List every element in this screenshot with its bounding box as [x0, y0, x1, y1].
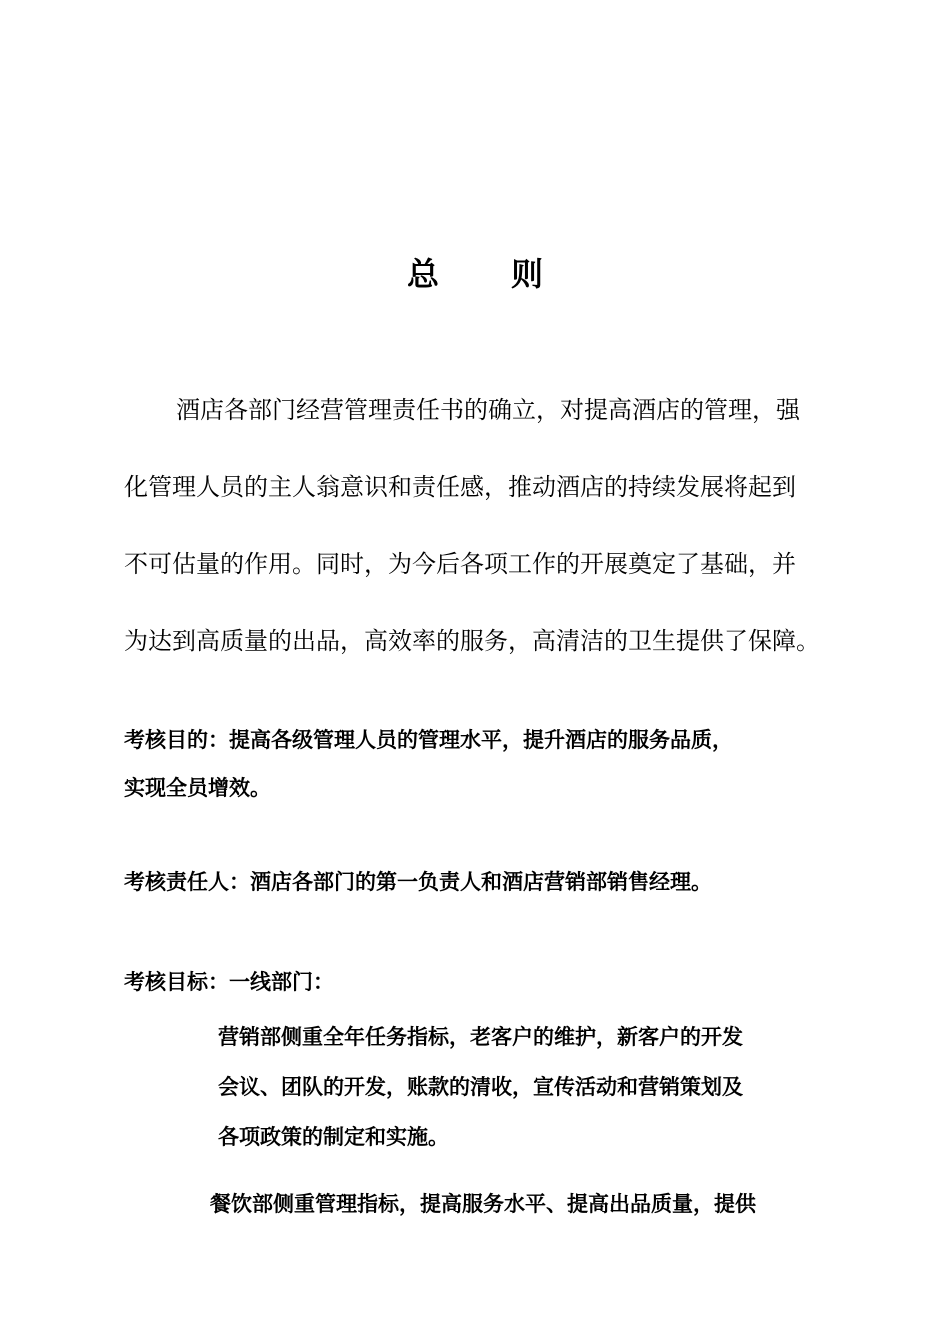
marketing-dept-paragraph — [218, 1012, 743, 1162]
marketing-line: 各项政策的制定和实施。 — [218, 1125, 449, 1149]
purpose-line: 考核目的：提高各级管理人员的管理水平，提升酒店的服务品质， — [124, 728, 733, 752]
marketing-line: 会议、团队的开发，账款的清收，宣传活动和营销策划及 — [218, 1075, 743, 1099]
assessment-target-heading: 考核目标：一线部门： — [124, 970, 334, 994]
intro-line: 酒店各部门经营管理责任书的确立，对提高酒店的管理，强 — [176, 396, 800, 424]
purpose-line: 实现全员增效。 — [124, 776, 271, 800]
page-title — [0, 250, 950, 298]
intro-line: 不可估量的作用。同时，为今后各项工作的开展奠定了基础，并 — [124, 550, 796, 578]
assessment-responsible: 考核责任人：酒店各部门的第一负责人和酒店营销部销售经理。 — [124, 870, 712, 894]
intro-line: 化管理人员的主人翁意识和责任感，推动酒店的持续发展将起到 — [124, 473, 796, 501]
marketing-line: 营销部侧重全年任务指标，老客户的维护，新客户的开发 — [218, 1025, 743, 1049]
intro-paragraph — [124, 372, 854, 680]
title-char-1: 总 — [406, 255, 439, 293]
fnb-dept-paragraph: 餐饮部侧重管理指标，提高服务水平、提高出品质量，提供 — [210, 1192, 756, 1216]
title-char-2: 则 — [511, 255, 544, 293]
intro-line: 为达到高质量的出品，高效率的服务，高清洁的卫生提供了保障。 — [124, 627, 820, 655]
assessment-purpose — [124, 716, 733, 812]
